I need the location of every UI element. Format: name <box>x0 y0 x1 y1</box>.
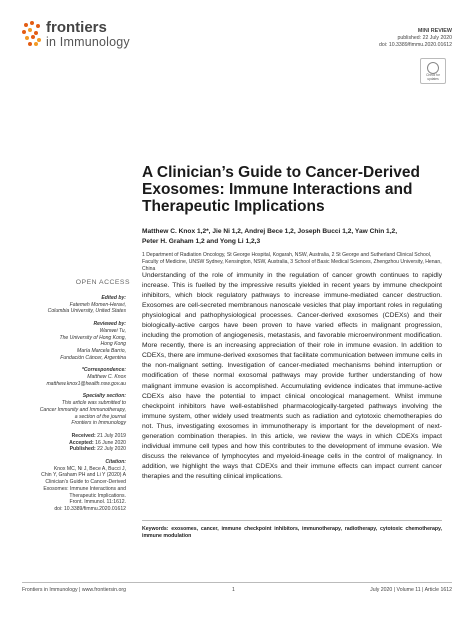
keywords <box>142 526 442 540</box>
published-date: published: 22 July 2020 <box>397 34 452 41</box>
footer-divider <box>22 582 452 583</box>
brand-name: frontiers <box>46 19 107 36</box>
open-access-label: OPEN ACCESS <box>75 279 130 286</box>
keywords-list: exosomes, cancer, immune checkpoint inhibitors, immunotherapy, radiotherapy, cytotoxic chemotherapy, immune modulation <box>142 526 442 539</box>
dates-section: Received: 21 July 2019 Accepted: 16 June 2020 Published: 22 July 2020 <box>69 432 126 453</box>
article-type: MINI REVIEW <box>417 28 452 34</box>
author-list <box>142 227 442 246</box>
journal-name: in Immunology <box>46 35 130 49</box>
journal-logo <box>22 20 162 50</box>
affiliations: 1 Department of Radiation Oncology, St George Hospital, Kogarah, NSW, Australia, 2 St George and Sutherland Clinical School, Faculty of Medicine, UNSW Sydney, Kensington, NSW, Australia, 3 School of Basic Medical Sciences, Zhengzhou University, Henan, China <box>142 252 442 272</box>
footer-journal-link[interactable]: Frontiers in Immunology | www.frontiersin.org <box>22 587 126 593</box>
keywords-divider <box>142 520 442 521</box>
check-for-updates-button[interactable] <box>420 58 446 84</box>
page-number: 1 <box>232 587 235 593</box>
updates-label: Check for updates <box>426 73 440 81</box>
correspondence-section: *Correspondence: Matthew C. Knox matthew.knox1@health.nsw.gov.au <box>32 367 126 387</box>
citation-doi[interactable]: doi: 10.3389/fimmu.2020.01612 <box>54 505 126 512</box>
abstract: Understanding of the role of immunity in the regulation of cancer growth continues to rapidly increase. This is fuelled by the impressive results yielded in recent years by immune checkpoint inhibitors, which block regulatory pathways to increase immune-mediated cancer destruction. Exosomes are cell-secreted membranous nanoscale vesicles that play important roles in regulating physiological and pathophysiological processes. Cancer-derived exosomes (CDEXs) and their biologically-active cargos have been proven to have varied effects in malignant progression, including the promotion of angiogenesis, metastasis, and favorable microenvironment modification. More recently, there is an increasing appreciation of their role in immune evasion. In addition to CDEXs, there are immune-derived exosomes that facilitate communication between immune cells in the non-malignant setting. Investigation of cancer-mediated mechanisms behind interruption or modification of these normal exosomal pathways may provide further understanding of how malignant immune evasion is accomplished. Accumulating evidence indicates that immune-active CDEXs also have the potential to impact clinical oncological management. Whilst immune checkpoint inhibitors have well-established pharmacologically-targeted pathways involving the immune system, other widely used treatments such as radiation and cytotoxic chemotherapies do not. Thus, investigating exosomes in immunotherapy is important for the development of next-generation combination therapies. In this article, we review the ways in which CDEXs impact individual immune cell types and how this contributes to the development of immune evasion. We discuss the relevance of lymphocytes and myeloid-lineage cells in the control of malignancy. In addition, we highlight the ways that CDEXs and their immune effects can impact current cancer therapies and the resulting clinical implications. <box>142 272 442 480</box>
keywords-label: Keywords: <box>142 526 169 532</box>
authors-line: Matthew C. Knox 1,2*, Jie Ni 1,2, Andrej Bece 1,2, Joseph Bucci 1,2, Yaw Chin 1,2, <box>142 228 398 235</box>
authors-line: Peter H. Graham 1,2 and Yong Li 1,2,3 <box>142 237 261 245</box>
correspondence-email[interactable]: matthew.knox1@health.nsw.gov.au <box>46 380 126 387</box>
specialty-section: Specialty section: This article was submitted to Cancer Immunity and Immunotherapy, a section of the journal Frontiers in Immunology <box>39 393 126 427</box>
article-doi[interactable]: doi: 10.3389/fimmu.2020.01612 <box>379 41 452 48</box>
reviewed-by-section: Reviewed by: Wanwei Tu, The University of Hong Kong, Hong Kong María Marcela Barrio, Fundación Cáncer, Argentina <box>59 321 126 361</box>
footer-volume-info: July 2020 | Volume 11 | Article 1612 <box>370 587 452 593</box>
edited-by-section: Edited by: Fatemeh Momen-Heravi, Columbia University, United States <box>47 295 126 315</box>
sidebar-metadata <box>32 295 126 519</box>
citation-section: Citation: Knox MC, Ni J, Bece A, Bucci J, Chin Y, Graham PH and Li Y (2020) A Clinician’s Guide to Cancer-Derived Exosomes: Immune Interactions and Therapeutic Implications. Front. Immunol. 11:1612. doi: 10.3389/fimmu.2020.01612 <box>32 459 126 513</box>
article-title: A Clinician’s Guide to Cancer-Derived Exosomes: Immune Interactions and Therapeutic Implications <box>142 164 420 215</box>
article-meta <box>379 28 452 48</box>
frontiers-logo-icon <box>22 21 44 47</box>
